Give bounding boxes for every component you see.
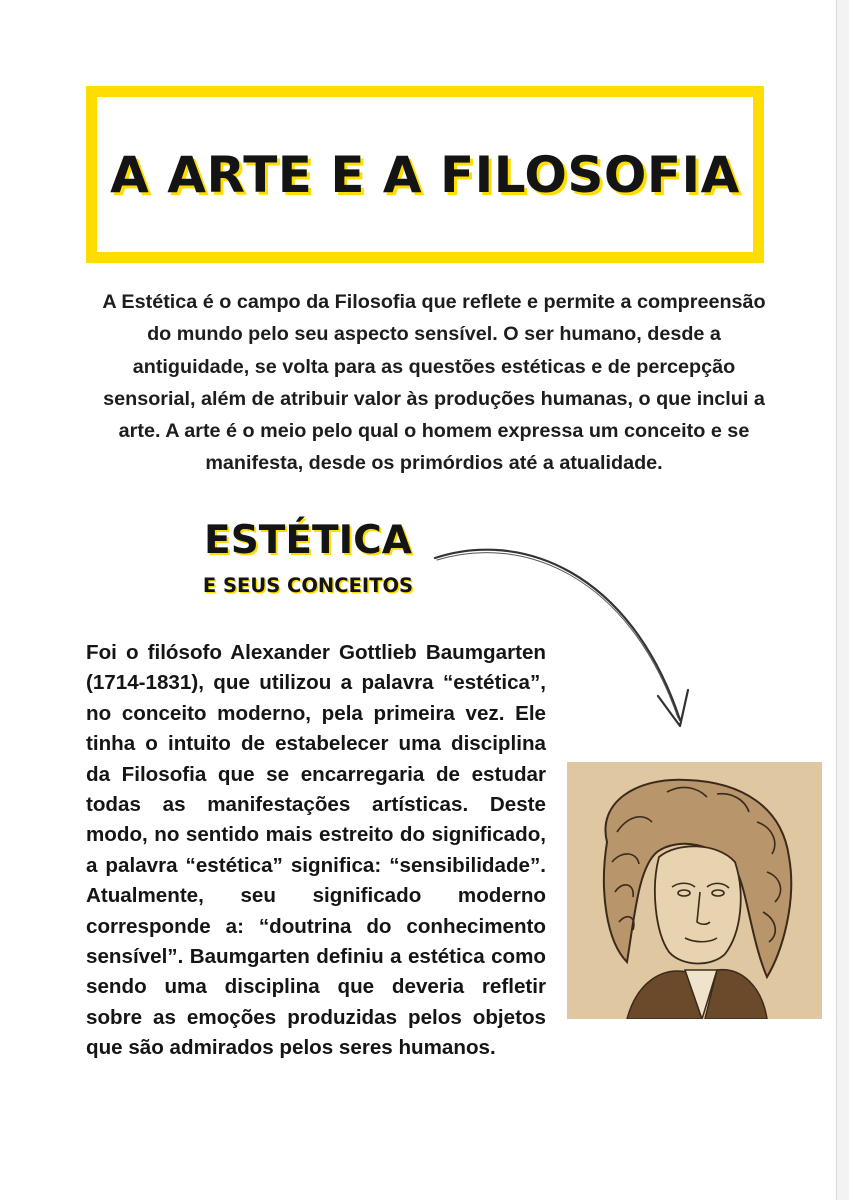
section-title: ESTÉTICA	[204, 518, 412, 563]
page-title: A ARTE E A FILOSOFIA	[110, 145, 740, 204]
baumgarten-portrait	[567, 762, 822, 1019]
title-box	[86, 86, 764, 263]
section-body: Foi o filósofo Alexander Gottlieb Baumgarten (1714-1831), que utilizou a palavra “estética”, no conceito moderno, pela primeira vez. Ele tinha o intuito de estabelecer uma disciplina da Filosofia que se encarregaria de estudar todas as manifestações artísticas. Deste modo, no sentido mais estreito do significado, a palavra “estética” significa: “sensibilidade”. Atualmente, seu significado moderno corresponde a: “doutrina do conhecimento sensível”. Baumgarten definiu a estética como sendo uma disciplina que deveria refletir sobre as emoções produzidas pelos objetos que são admirados pelos seres humanos.	[86, 641, 546, 1060]
page-edge	[836, 0, 849, 1200]
section-subtitle: E SEUS CONCEITOS	[202, 574, 414, 597]
intro-paragraph: A Estética é o campo da Filosofia que reflete e permite a compreensão do mundo pelo seu aspecto sensível. O ser humano, desde a antiguidade, se volta para as questões estéticas e de percepção sensorial, além de atribuir valor às produções humanas, o que inclui a arte. A arte é o meio pelo qual o homem expressa um conceito e se manifesta, desde os primórdios até a atualidade.	[102, 291, 766, 475]
